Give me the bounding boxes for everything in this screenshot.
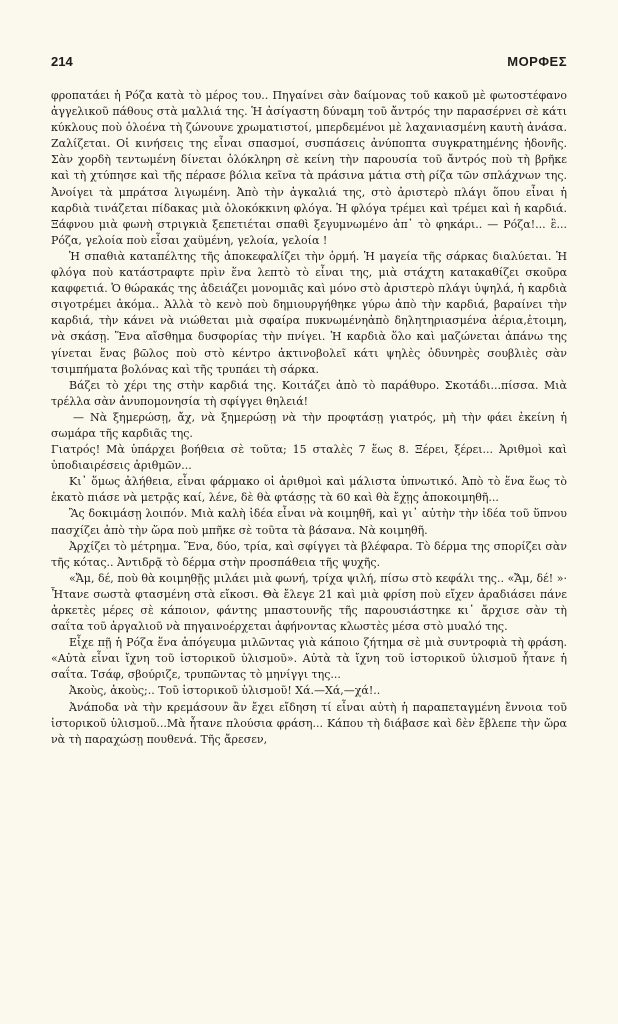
page-number: 214 xyxy=(51,54,73,69)
paragraph: Ἀκοὺς, ἀκοὺς;.. Τοῦ ἱστορικοῦ ὑλισμοῦ! Χά.—Χά,—χά!.. xyxy=(69,684,381,698)
page-header xyxy=(51,54,567,72)
article-body xyxy=(51,88,567,748)
paragraph: φροπατάει ἡ Ρόζα κατὰ τὸ μέρος του.. Πηγαίνει σὰν δαίμονας τοῦ κακοῦ μὲ φωτοστέφανο ἀγγελικοῦ πάθους στὰ μαλλιά της. Ἡ ἀσίγαστη δύναμη τοῦ ἄντρός την παρασέρνει σὲ κάτι κύκλους ποὺ ὁλοένα τὴ ζώνουνε χρωματιστοί, μπερδεμένοι μὲ λαχανιασμένη καυτὴ ἀνάσα. Ζαλίζεται. Οἱ κινήσεις της εἶναι σπασμοί, συσπάσεις ἀνύποπτα συγκρατημένης ἡδονῆς. Σὰν χορδὴ τεντωμένη δίνεται ὁλόκληρη σὲ κείνη τὴν παρουσία τοῦ ἄντρός ποὺ τὴ βρῆκε καὶ τὴ χτύπησε καὶ τῆς πέρασε βόλια κεῖνα τὰ πράσινα μάτια στὴ ρίζα τῶν σπλάχνων της. Ἀνοίγει τὰ μπράτσα λιγωμένη. Ἀπὸ τὴν ἀγκαλιά της, στὸ ἀριστερὸ πλάγι ὅπου εἶναι ἡ καρδιὰ τινάζεται πίδακας μιὰ ὁλοκόκκινη φλόγα. Ἡ φλόγα τρέμει καὶ τρέμει καὶ ἡ καρδιά. Ξάφνου μιὰ φωνὴ στριγκιὰ ξεπετιέται σπαθὶ ξεγυμνωμένο ἀπ᾽ τὸ φηκάρι.. — Ρόζα!... ἒ... Ρόζα, γελοία ποὺ εἶσαι χαϋμένη, γελοία, γελοία ! xyxy=(51,89,567,247)
paragraph: «Ἄμ, δέ, ποὺ θὰ κοιμηθῇς μιλάει μιὰ φωνή, τρίχα ψιλή, πίσω στὸ κεφάλι της.. «Ἄμ, δέ! »· Ἦτανε σωστὰ φτασμένη στὰ εἴκοσι. Θὰ ἔλεγε 21 καὶ μιὰ φρίση ποὺ εἴχεν ἀραδιάσει πάνε ἀρκετὲς μέρες σὲ κάποιον, φάντης μπαστουνῆς τῆς παρουσιάστηκε κι᾽ ἄρχισε σὰν τὴ σαΐτα τοῦ ἀργαλιοῦ νὰ πηγαινοέρχεται ἀφήνοντας κλωστὲς μέσα στὸ μυαλό της. xyxy=(51,571,567,634)
paragraph: Ἀνάποδα νὰ τὴν κρεμάσουν ἂν ἔχει εἴδηση τί εἶναι αὐτὴ ἡ παραπεταγμένη ἔννοια τοῦ ἱστορικοῦ ὑλισμοῦ...Μὰ ἦτανε πλούσια φράση... Κάπου τὴ διάβασε καὶ δὲν ἔβλεπε τὴν ὥρα νὰ τὴ παραχώσῃ πουθενά. Τῆς ἄρεσεν, xyxy=(51,700,567,746)
paragraph: Εἶχε πῇ ἡ Ρόζα ἕνα ἀπόγευμα μιλῶντας γιὰ κάποιο ζήτημα σὲ μιὰ συντροφιὰ τὴ φράση. «Αὐτὰ εἶναι ἴχνη τοῦ ἱστορικοῦ ὑλισμοῦ». Αὐτὰ τὰ ἴχνη τοῦ ἱστορικοῦ ὑλισμοῦ ἦτανε ἡ σαΐτα. Τσάφ, σβούριζε, τρυπῶντας τὸ μηνίγγι της... xyxy=(51,636,567,682)
journal-title: ΜΟΡΦΕΣ xyxy=(507,54,567,69)
paragraph: Βάζει τὸ χέρι της στὴν καρδιά της. Κοιτάζει ἀπὸ τὸ παράθυρο. Σκοτάδι...πίσσα. Μιὰ τρέλλα σὰν ἀνυπομονησία τὴ σφίγγει θηλειά! xyxy=(51,378,567,408)
dialogue-line: — Νὰ ξημερώσῃ, ἄχ, νὰ ξημερώσῃ νὰ τὴν προφτάσῃ γιατρός, μὴ τὴν φάει ἐκείνη ἡ σωμάρα τῆς καρδιᾶς της. xyxy=(51,410,567,440)
paragraph: Ἡ σπαθιὰ καταπέλτης τῆς ἀποκεφαλίζει τὴν ὁρμή. Ἡ μαγεία τῆς σάρκας διαλύεται. Ἡ φλόγα ποὺ κατάστραφτε πρὶν ἕνα λεπτὸ τὸ εἶναι της, μιὰ στάχτη κατακαθίζει σκοῦρα καφφετιά. Ὁ θώρακάς της ἀδειάζει μονομιᾶς καὶ μόνο στὸ ἀριστερὸ πλάγι ὑψηλά, ἡ καρδιὰ σιγοτρέμει ἀκόμα.. Ἀλλὰ τὸ κενὸ ποὺ δημιουργήθηκε γύρω ἀπὸ τὴν καρδιά, βαραίνει τὴν καρδιά, τὴν κάνει νὰ νιώθεται μιὰ σφαίρα πυκνωμένηἀπὸ δηλητηριασμένα ἀέρια,ἐτοιμη, νὰ σκάσῃ. Ἕνα αἴσθημα δυσφορίας τὴν πνίγει. Ἡ καρδιὰ ὅλο καὶ μαζώνεται ἀπάνω της γίνεται ἕνας βῶλος ποὺ στὸ κέντρο ἀκτινοβολεῖ κάτι ψηλὲς ὀδυνηρὲς σουβλιὲς σὰν τσιμπήματα βολόνας καὶ τῆς τρυπάει τὴ σάρκα. xyxy=(51,249,567,376)
paragraph: Γιατρός! Μὰ ὑπάρχει βοήθεια σὲ τοῦτα; 15 σταλὲς 7 ἕως 8. Ξέρει, ξέρει... Ἀριθμοὶ καὶ ὑποδιαιρέσεις ἀριθμῶν... xyxy=(51,443,567,473)
paragraph: Ἂς δοκιμάσῃ λοιπόν. Μιὰ καλὴ ἰδέα εἶναι νὰ κοιμηθῆ, καὶ γι᾽ αὐτὴν τὴν ἰδέα τοῦ ὕπνου πασχίζει ἀπὸ τὴν ὥρα ποὺ μπῆκε σὲ τοῦτα τὰ βάσανα. Νὰ κοιμηθῆ. xyxy=(51,507,567,537)
paragraph: Ἀρχίζει τὸ μέτρημα. Ἕνα, δύο, τρία, καὶ σφίγγει τὰ βλέφαρα. Τὸ δέρμα της σπορίζει σὰν τῆς κότας.. Ἀντιδρᾷ τὸ δέρμα στὴν προσπάθεια τῆς ψυχῆς. xyxy=(51,539,567,569)
paragraph: Κι᾽ ὅμως ἀλήθεια, εἶναι φάρμακο οἱ ἀριθμοὶ καὶ μάλιστα ὑπνωτικό. Ἀπὸ τὸ ἕνα ἕως τὸ ἑκατὸ πιάσε νὰ μετρᾷς καί, λένε, δὲ θὰ φτάσῃς τὰ 60 καὶ θὰ ἔχῃς ἀποκοιμηθῆ... xyxy=(51,475,567,505)
